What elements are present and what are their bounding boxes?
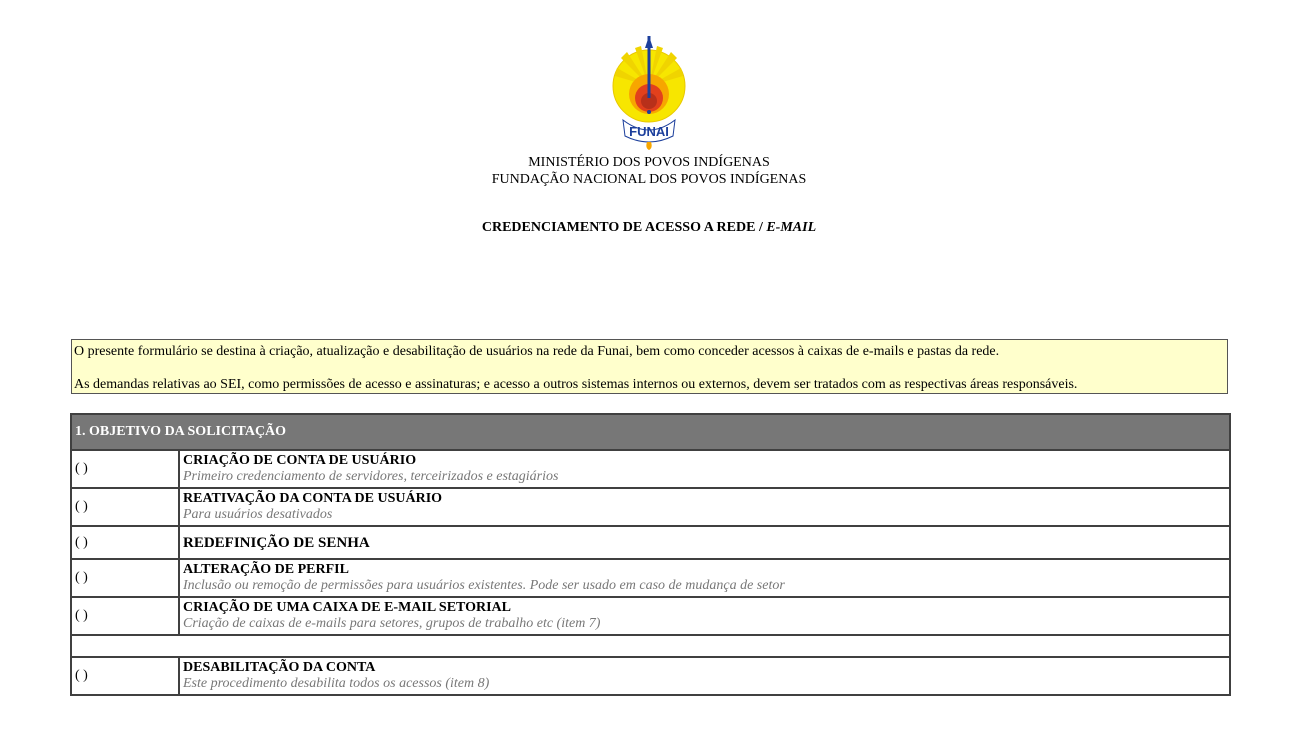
option-checkbox-disable-account[interactable]: ( ) bbox=[71, 657, 179, 695]
option-description: Este procedimento desabilita todos os acessos (item 8) bbox=[183, 676, 490, 691]
info-box bbox=[71, 339, 1228, 394]
option-cell bbox=[179, 657, 1230, 695]
option-row bbox=[71, 526, 1230, 559]
objective-table bbox=[70, 413, 1231, 696]
option-row bbox=[71, 559, 1230, 597]
option-row bbox=[71, 597, 1230, 635]
option-checkbox-reset-password[interactable]: ( ) bbox=[71, 526, 179, 559]
objective-heading: 1. OBJETIVO DA SOLICITAÇÃO bbox=[71, 414, 1230, 450]
logo-wordmark: FUNAI bbox=[629, 124, 669, 139]
option-checkbox-sector-mailbox[interactable]: ( ) bbox=[71, 597, 179, 635]
ministry-name: MINISTÉRIO DOS POVOS INDÍGENAS bbox=[528, 155, 770, 170]
option-checkbox-change-profile[interactable]: ( ) bbox=[71, 559, 179, 597]
spacer-cell bbox=[71, 635, 1230, 657]
funai-logo bbox=[609, 36, 689, 154]
spacer-row bbox=[71, 635, 1230, 657]
option-checkbox-reactivate-account[interactable]: ( ) bbox=[71, 488, 179, 526]
option-row bbox=[71, 450, 1230, 488]
option-title: CRIAÇÃO DE UMA CAIXA DE E-MAIL SETORIAL bbox=[183, 600, 512, 615]
option-row bbox=[71, 657, 1230, 695]
info-paragraph-2: As demandas relativas ao SEI, como permissões de acesso e assinaturas; e acesso a outros sistemas internos ou externos, devem ser tratados com as respectivas áreas responsáveis. bbox=[74, 377, 1078, 392]
option-title: DESABILITAÇÃO DA CONTA bbox=[183, 660, 376, 675]
option-cell bbox=[179, 450, 1230, 488]
option-cell bbox=[179, 597, 1230, 635]
option-cell bbox=[179, 559, 1230, 597]
option-title: REATIVAÇÃO DA CONTA DE USUÁRIO bbox=[183, 491, 443, 506]
form-title-italic: E-MAIL bbox=[766, 220, 817, 235]
foundation-name: FUNDAÇÃO NACIONAL DOS POVOS INDÍGENAS bbox=[491, 172, 807, 187]
option-title: ALTERAÇÃO DE PERFIL bbox=[183, 562, 349, 577]
option-title: REDEFINIÇÃO DE SENHA bbox=[183, 534, 370, 551]
document-header bbox=[0, 36, 1298, 188]
option-description: Para usuários desativados bbox=[183, 507, 333, 522]
option-row bbox=[71, 488, 1230, 526]
form-title bbox=[0, 220, 1298, 236]
form-title-main: CREDENCIAMENTO DE ACESSO A REDE / bbox=[481, 220, 767, 235]
option-description: Criação de caixas de e-mails para setores, grupos de trabalho etc (item 7) bbox=[183, 616, 601, 631]
option-checkbox-create-account[interactable]: ( ) bbox=[71, 450, 179, 488]
option-description: Inclusão ou remoção de permissões para usuários existentes. Pode ser usado em caso de mudança de setor bbox=[183, 578, 785, 593]
option-cell bbox=[179, 488, 1230, 526]
option-description: Primeiro credenciamento de servidores, terceirizados e estagiários bbox=[183, 469, 559, 484]
option-cell bbox=[179, 526, 1230, 559]
option-title: CRIAÇÃO DE CONTA DE USUÁRIO bbox=[183, 453, 417, 468]
info-paragraph-1: O presente formulário se destina à criação, atualização e desabilitação de usuários na rede da Funai, bem como conceder acessos à caixas de e-mails e pastas da rede. bbox=[74, 344, 1000, 359]
